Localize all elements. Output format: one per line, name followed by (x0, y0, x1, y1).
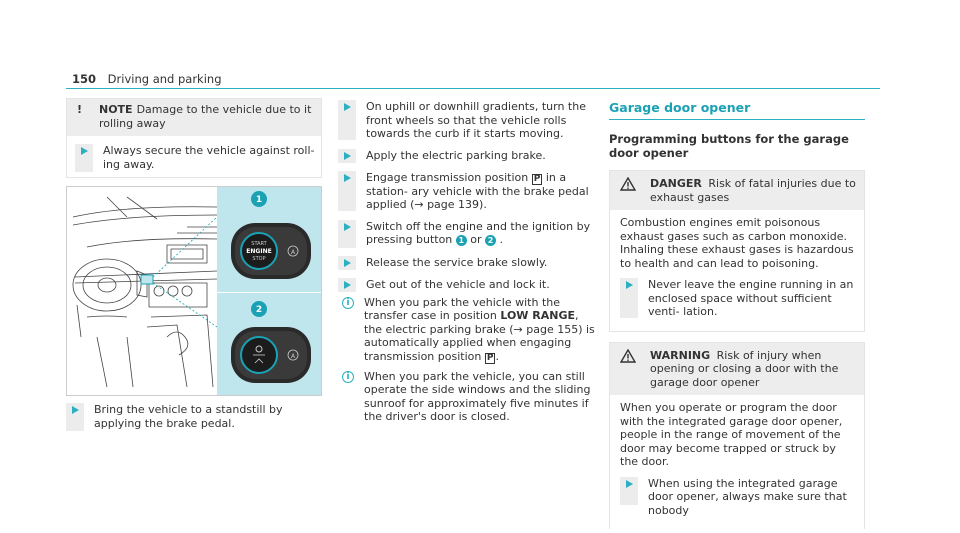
info-low-range: i When you park the vehicle with the transfer case in position LOW RANGE, the electric parking brake (→ page 155) is automatically applied when engaging transmission position P . (338, 296, 598, 364)
bullet-arrow-icon (620, 278, 638, 318)
svg-text:START: START (251, 241, 267, 247)
dashboard-lines-icon (73, 197, 217, 387)
step-release-brake: Release the service brake slowly. (338, 256, 598, 270)
exclamation-icon: ! (77, 103, 83, 116)
step-turn-wheels: On uphill or downhill gradients, turn the front wheels so that the vehicle rolls towards the curb if it starts moving. (338, 100, 598, 141)
section-title: Garage door opener (609, 100, 865, 120)
header-rule (66, 88, 880, 89)
info-icon: i (342, 371, 354, 383)
bullet-arrow-icon (338, 278, 356, 292)
danger-body: Combustion engines emit poisonous exhaust gases such as carbon monoxide. Inhaling these exhaust gases is hazardous to health and can lead to poisoning. (620, 216, 854, 270)
park-symbol-icon: P (486, 352, 494, 363)
chapter-title: Driving and parking (107, 72, 222, 86)
warning-bullet: When using the integrated garage door opener, always make sure that nobody (620, 477, 856, 518)
warning-triangle-icon (620, 349, 636, 363)
note-label: NOTE (99, 103, 133, 116)
svg-text:ENGINE: ENGINE (246, 248, 272, 255)
note-box (66, 98, 322, 178)
bullet-arrow-icon (338, 149, 356, 163)
button-1-badge: 1 (456, 235, 467, 246)
bullet-arrow-icon (75, 144, 93, 172)
info-icon: i (342, 297, 354, 309)
col2-steps (338, 100, 598, 430)
bullet-arrow-icon (338, 100, 356, 140)
step-text: Bring the vehicle to a standstill by applying the brake pedal. (94, 403, 283, 430)
bullet-arrow-icon (338, 171, 356, 211)
note-text: Damage to the vehicle due to it rolling away (99, 103, 312, 130)
start-stop-button-2 (231, 327, 311, 383)
start-button-location-marker (141, 275, 153, 284)
bullet-arrow-icon (620, 477, 638, 505)
danger-label: DANGER (650, 177, 702, 190)
danger-bullet: Never leave the engine running in an enclosed space without sufficient venti- lation. (620, 278, 856, 319)
danger-triangle-icon (620, 177, 636, 191)
callout-number-1: 1 (255, 195, 263, 205)
page-header (72, 72, 222, 86)
park-symbol-icon: P (533, 173, 541, 184)
warning-box: WARNING Risk of injury when opening or closing a door with the garage door opener When you operate or program the door with the integrated garage door opener, people in the range of movement of the door may become trapped or struck by the door. When using the integrated garage door opener, always make sure that nobody (609, 342, 865, 530)
svg-text:STOP: STOP (252, 256, 266, 262)
page-number: 150 (72, 72, 97, 86)
col1-steps (66, 403, 322, 439)
note-header (67, 99, 321, 136)
svg-text:A: A (290, 353, 296, 360)
step-engage-park: Engage transmission position P in a station- ary vehicle with the brake pedal applied (→ page 139). (338, 171, 598, 212)
step-apply-parking-brake: Apply the electric parking brake. (338, 149, 598, 163)
button-2-badge: 2 (485, 235, 496, 246)
start-stop-button-1 (231, 223, 311, 279)
bullet-arrow-icon (66, 403, 84, 431)
bullet-arrow-icon (338, 256, 356, 270)
info-windows: i When you park the vehicle, you can still operate the side windows and the sliding sunroof for approximately five minutes if the driver's door is closed. (338, 370, 598, 424)
danger-box: DANGER Risk of fatal injuries due to exhaust gases Combustion engines emit poisonous exhaust gases such as carbon monoxide. Inhaling these exhaust gases is hazardous to health and can lead to poisoning. Never leave the engine running in an enclosed space without sufficient venti- lation. (609, 170, 865, 332)
bullet-arrow-icon (338, 220, 356, 248)
step-bring-to-standstill (66, 403, 322, 431)
note-bullet (75, 144, 315, 172)
warning-body: When you operate or program the door with the integrated garage door opener, people in the range of movement of the door may become trapped or struck by the door. (620, 401, 843, 468)
dashboard-illustration (67, 187, 322, 396)
sub-title: Programming buttons for the garage door opener (609, 132, 849, 160)
step-switch-off-engine: Switch off the engine and the ignition by pressing button 1 or 2 . (338, 220, 598, 248)
vehicle-interior-figure (66, 186, 322, 396)
step-get-out: Get out of the vehicle and lock it. (338, 278, 598, 292)
svg-text:A: A (290, 249, 296, 256)
note-bullet-text: Always secure the vehicle against roll- ing away. (103, 144, 315, 171)
callout-number-2: 2 (255, 305, 263, 315)
garage-door-section (609, 100, 865, 533)
warning-label: WARNING (650, 348, 711, 362)
